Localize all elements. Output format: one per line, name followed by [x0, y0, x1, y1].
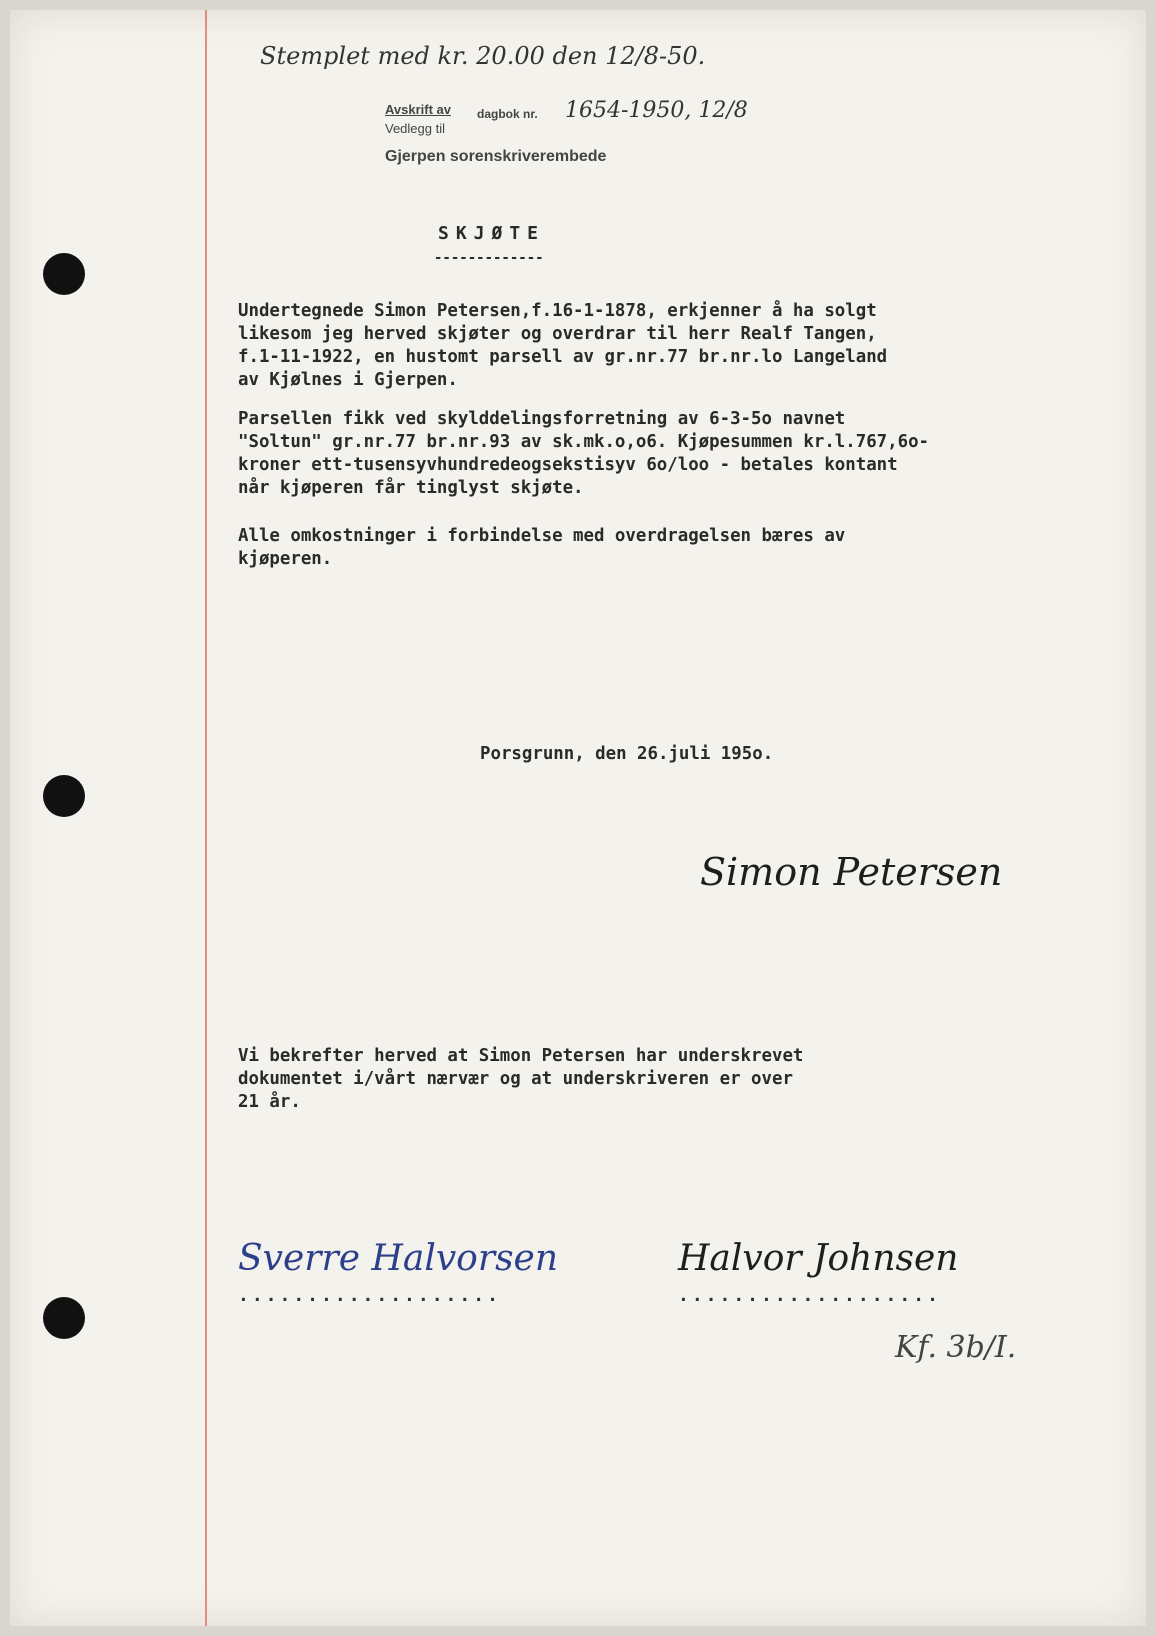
witness-1-dotted-line: ...................: [238, 1285, 501, 1306]
paragraph-sale-statement: Undertegnede Simon Petersen,f.16-1-1878, erkjenner å ha solgt likesom jeg herved skjøter og overdrar til herr Realf Tangen, f.1-11-1922, en hustomt parsell av gr.nr.77 br.nr.lo Langeland av Kjølnes i Gjerpen.: [238, 301, 888, 390]
stamp-journal-number: 1654-1950, 12/8: [565, 98, 748, 123]
witness-2-dotted-line: ...................: [678, 1285, 941, 1306]
witness-statement: Vi bekrefter herved at Simon Petersen har underskrevet dokumentet i/vårt nærvær og at underskriveren er over 21 år.: [238, 1046, 804, 1112]
document-page: [10, 10, 1146, 1626]
paragraph-parcel-details: Parsellen fikk ved skylddelingsforretning av 6-3-5o navnet "Soltun" gr.nr.77 br.nr.93 av sk.mk.o,o6. Kjøpesummen kr.l.767,6o- kroner ett-tusensyvhundredeogsekstisyv 6o/loo - betales kontant når kjøperen får tinglyst skjøte.: [238, 409, 930, 498]
witness-2-signature: Halvor Johnsen: [678, 1238, 959, 1279]
punch-hole-bottom-icon: [43, 1297, 85, 1339]
stamp-duty-annotation: Stemplet med kr. 20.00 den 12/8-50.: [260, 42, 706, 70]
paragraph-costs: Alle omkostninger i forbindelse med overdragelsen bæres av kjøperen.: [238, 526, 846, 569]
punch-hole-top-icon: [43, 253, 85, 295]
margin-reference-note: Kf. 3b/I.: [895, 1330, 1017, 1365]
red-margin-line: [205, 10, 207, 1626]
stamp-line1-mid: dagbok nr.: [477, 107, 538, 121]
place-and-date: Porsgrunn, den 26.juli 195o.: [480, 744, 774, 764]
stamp-office-name: Gjerpen sorenskriverembede: [385, 148, 607, 165]
title-underline: -------------: [434, 250, 544, 266]
stamp-line2-printed: Vedlegg til: [385, 121, 445, 136]
document-title: SKJØTE: [438, 223, 546, 244]
seller-signature: Simon Petersen: [700, 850, 1003, 894]
witness-1-signature: Sverre Halvorsen: [238, 1238, 559, 1279]
stamp-line1-printed: Avskrift av: [385, 102, 451, 117]
punch-hole-middle-icon: [43, 775, 85, 817]
